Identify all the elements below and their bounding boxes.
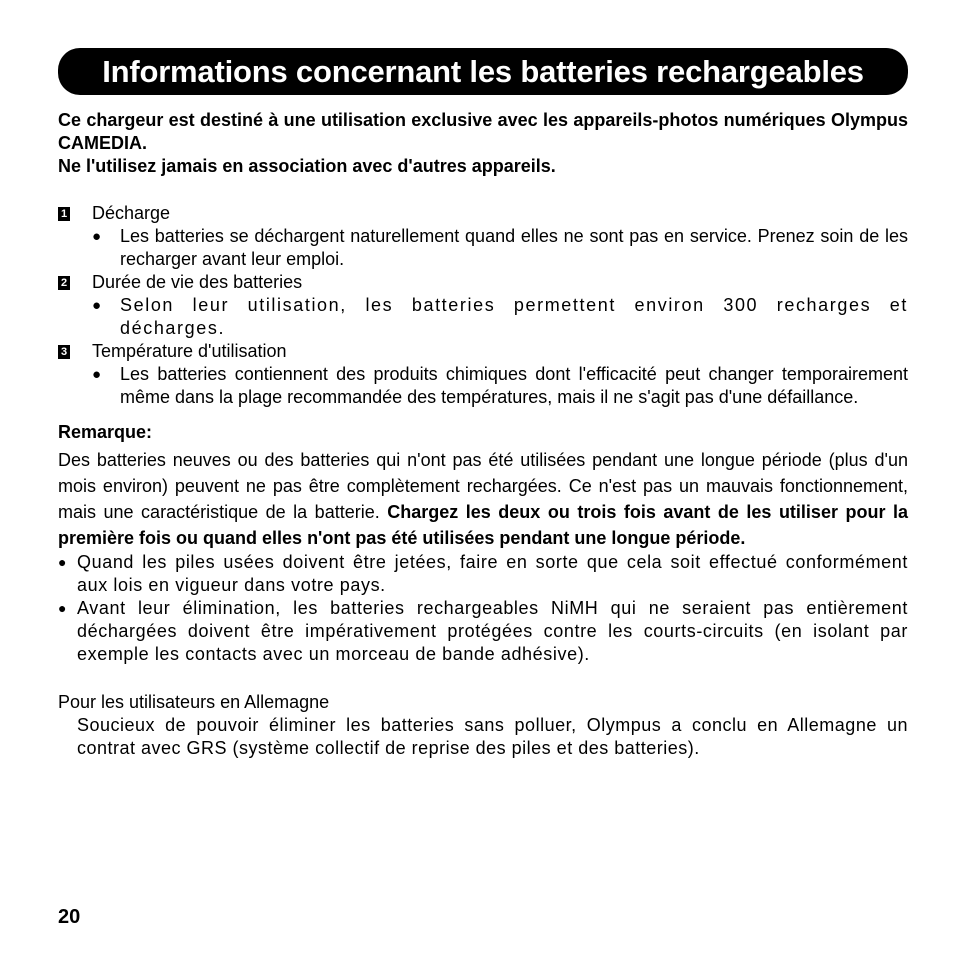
number-badge: 2 bbox=[58, 276, 70, 290]
bullet-icon: ● bbox=[92, 228, 102, 245]
bullet-icon: ● bbox=[58, 554, 67, 570]
numbered-item-2 bbox=[58, 271, 908, 294]
germany-heading: Pour les utilisateurs en Allemagne bbox=[58, 692, 330, 712]
intro-section bbox=[58, 109, 908, 178]
bullet-text: Les batteries contiennent des produits chimiques dont l'efficacité peut changer temporairement même dans la plage recommandée des températures, mais il ne s'agit pas d'une défaillance. bbox=[120, 364, 908, 407]
intro-line-1: Ce chargeur est destiné à une utilisation exclusive avec les appareils-photos numériques Olympus CAMEDIA. bbox=[58, 110, 908, 153]
bullet-text: Les batteries se déchargent naturellement quand elles ne sont pas en service. Prenez soin de les recharger avant leur emploi. bbox=[120, 226, 908, 269]
remark-text: Des batteries neuves ou des batteries qui n'ont pas été utilisées pendant une longue période (plus d'un mois environ) peuvent ne pas être complètement rechargées. Ce n'est pas un mauvais fonctionnement, mais une caractéristique de la batterie. bbox=[58, 450, 908, 522]
note-text: Quand les piles usées doivent être jetées, faire en sorte que cela soit effectué conformément aux lois en vigueur dans votre pays. bbox=[77, 552, 908, 595]
bullet-icon: ● bbox=[92, 366, 102, 383]
numbered-heading: Durée de vie des batteries bbox=[92, 272, 303, 292]
numbered-heading: Température d'utilisation bbox=[92, 341, 287, 361]
note-item bbox=[58, 551, 908, 597]
remark-heading: Remarque: bbox=[58, 422, 153, 442]
note-text: Avant leur élimination, les batteries rechargeables NiMH qui ne seraient pas entièrement déchargées doivent être impérativement protégées contre les courts-circuits (en isolant par exemple les contacts avec un morceau de bande adhésive). bbox=[77, 598, 908, 664]
notes-list bbox=[58, 551, 908, 666]
number-badge: 1 bbox=[58, 207, 70, 221]
page-title: Informations concernant les batteries rechargeables bbox=[58, 48, 908, 95]
germany-section bbox=[58, 691, 908, 760]
germany-text: Soucieux de pouvoir éliminer les batteries sans polluer, Olympus a conclu en Allemagne un contrat avec GRS (système collectif de reprise des piles et des batteries). bbox=[77, 715, 908, 758]
intro-line-2: Ne l'utilisez jamais en association avec d'autres appareils. bbox=[58, 156, 556, 176]
number-badge: 3 bbox=[58, 345, 70, 359]
bullet-item bbox=[58, 294, 908, 340]
page-content bbox=[58, 48, 908, 760]
remark-body bbox=[58, 447, 908, 551]
bullet-text: Selon leur utilisation, les batteries permettent environ 300 recharges et décharges. bbox=[120, 295, 908, 338]
numbered-list bbox=[58, 202, 908, 409]
numbered-item-3 bbox=[58, 340, 908, 363]
numbered-item-1 bbox=[58, 202, 908, 225]
bullet-icon: ● bbox=[92, 297, 102, 314]
bullet-item bbox=[58, 363, 908, 409]
numbered-heading: Décharge bbox=[92, 203, 171, 223]
page-number: 20 bbox=[58, 906, 81, 928]
note-item bbox=[58, 597, 908, 666]
bullet-item bbox=[58, 225, 908, 271]
bullet-icon: ● bbox=[58, 600, 67, 616]
remark-bold-text: Chargez les deux ou trois fois avant de les utiliser pour la première fois ou quand elles n'ont pas été utilisées pendant une longue période. bbox=[58, 502, 908, 548]
